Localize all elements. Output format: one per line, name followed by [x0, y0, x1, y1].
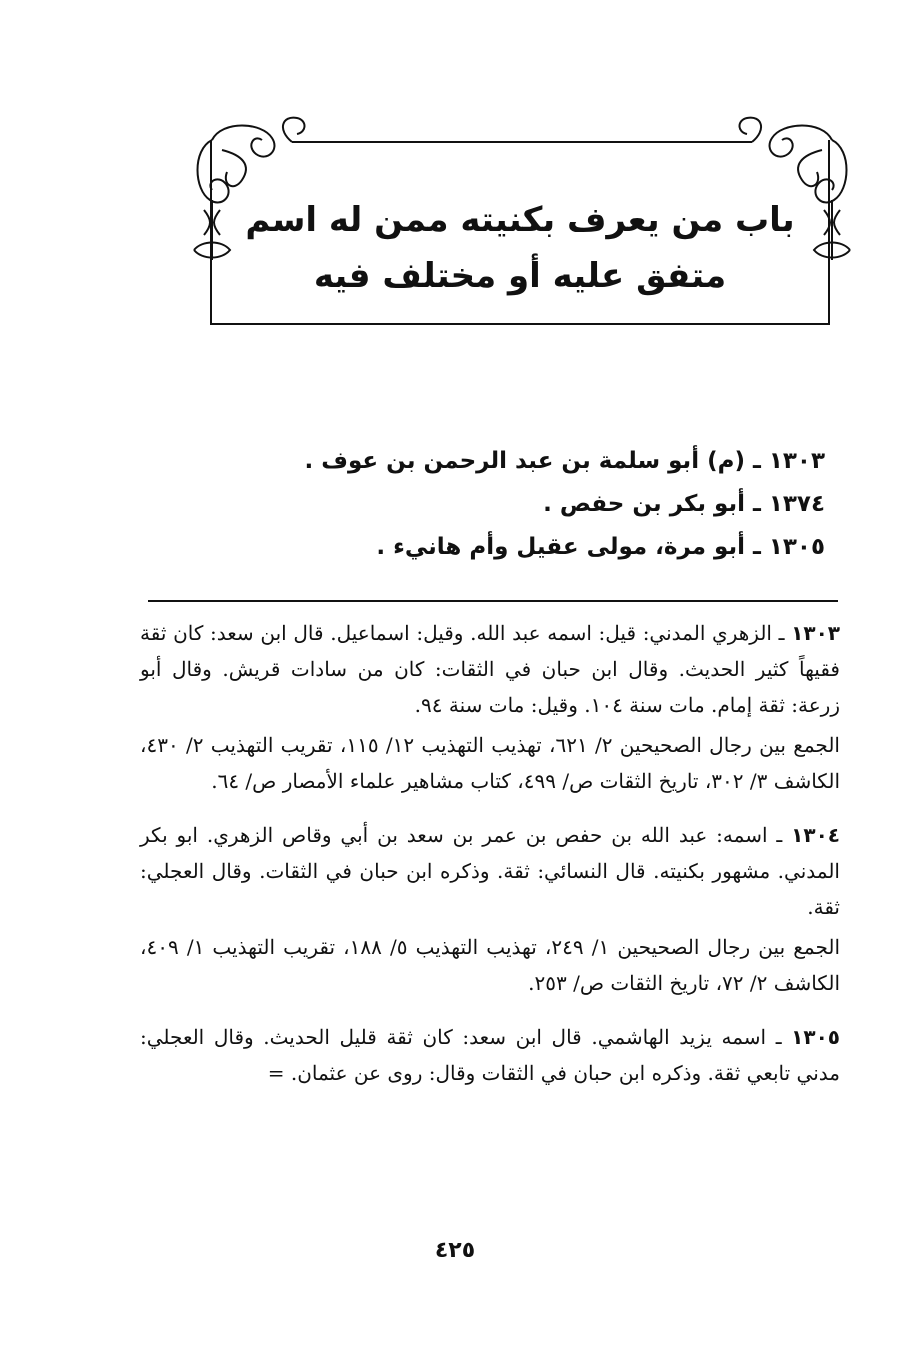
- footnote-number: ١٣٠٣: [791, 621, 840, 645]
- chapter-title-line-1: باب من يعرف بكنيته ممن له اسم: [245, 200, 795, 240]
- entry-item: ١٣٠٣ ـ (م) أبو سلمة بن عبد الرحمن بن عوف .: [304, 448, 825, 474]
- entries-list: [225, 440, 825, 569]
- entry-item: ١٣٧٤ ـ أبو بكر بن حفص .: [543, 491, 825, 517]
- chapter-title: [212, 192, 828, 304]
- chapter-title-line-2: متفق عليه أو مختلف فيه: [313, 256, 727, 296]
- footnote-text: ـ اسمه: عبد الله بن حفص بن عمر بن سعد بن أبي وقاص الزهري. ابو بكر المدني. مشهور بكنيته. قال النسائي: ثقة. وذكره ابن حبان في الثقات. وقال العجلي: ثقة.: [140, 823, 840, 919]
- footnote-divider: [148, 600, 838, 602]
- footnote: [140, 615, 840, 799]
- footnote: [140, 817, 840, 1001]
- footnotes: [140, 615, 840, 1109]
- footnote-number: ١٣٠٤: [791, 823, 840, 847]
- page-number: ٤٢٥: [434, 1238, 476, 1263]
- footnote-text: ـ اسمه يزيد الهاشمي. قال ابن سعد: كان ثقة قليل الحديث. وقال العجلي: مدني تابعي ثقة. وذكره ابن حبان في الثقات وقال: روى عن عثمان. =: [140, 1025, 840, 1085]
- footnote-number: ١٣٠٥: [791, 1025, 840, 1049]
- footnote-text: ـ الزهري المدني: قيل: اسمه عبد الله. وقيل: اسماعيل. قال ابن سعد: كان ثقة فقيهاً كثير الحديث. وقال ابن حبان في الثقات: كان من سادات قريش. وقال أبو زرعة: ثقة إمام. مات سنة ١٠٤. وقيل: مات سنة ٩٤.: [140, 621, 840, 717]
- footnote-references: الجمع بين رجال الصحيحين ٢/ ٦٢١، تهذيب التهذيب ١٢/ ١١٥، تقريب التهذيب ٢/ ٤٣٠، الكاشف ٣/ ٣٠٢، تاريخ الثقات ص/ ٤٩٩، كتاب مشاهير علماء الأمصار ص/ ٦٤.: [140, 733, 840, 793]
- footnote: [140, 1019, 840, 1091]
- entry-item: ١٣٠٥ ـ أبو مرة، مولى عقيل وأم هانيء .: [376, 534, 825, 560]
- chapter-title-frame: [210, 140, 830, 325]
- footnote-references: الجمع بين رجال الصحيحين ١/ ٢٤٩، تهذيب التهذيب ٥/ ١٨٨، تقريب التهذيب ١/ ٤٠٩، الكاشف ٢/ ٧٢، تاريخ الثقات ص/ ٢٥٣.: [140, 935, 841, 995]
